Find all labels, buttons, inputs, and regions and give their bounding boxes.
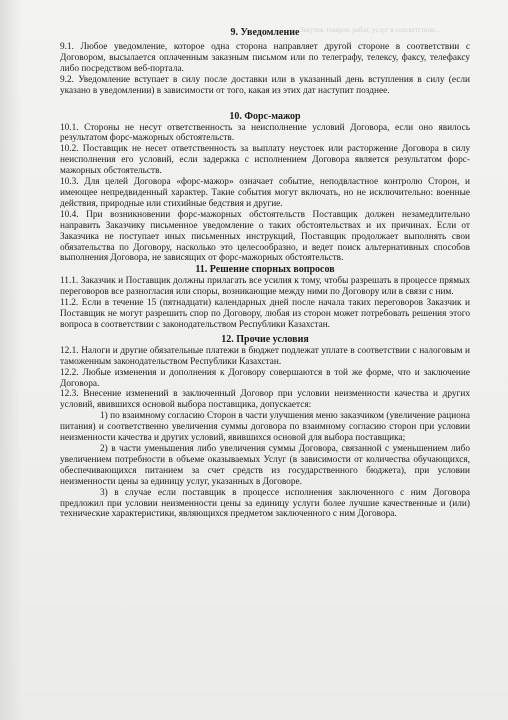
clause-10-2: 10.2. Поставщик не несет ответственность за выплату неустоек или расторжение Договора в силу неисполнения его условий, если задержка с исполнением Договора является результатом форс-мажорных обстоятельств. [60, 144, 470, 177]
section-10-title: 10. Форс-мажор [229, 110, 301, 122]
clause-12-1: 12.1. Налоги и другие обязательные платежи в бюджет подлежат уплате в соответствии с налоговым и таможенным законодательством Республики Казахстан. [60, 345, 470, 367]
section-12-title: 12. Прочие условия [221, 333, 309, 345]
clause-12-3: 12.3. Внесение изменений в заключенный Договор при условии неизменности качества и других условий, явившихся основой выбора поставщика, допускается: [60, 389, 470, 411]
clause-12-3-item-2: 2) в части уменьшения либо увеличения суммы Договора, связанной с уменьшением либо увеличением потребности в объеме оказываемых Услуг (в зависимости от количества обучающихся, обеспечивающихся питанием за счет средств из государственного бюджета), при условии неизменности цены за единицу услуг, указанных в Договоре. [60, 444, 470, 487]
clause-11-2: 11.2. Если в течение 15 (пятнадцати) календарных дней после начала таких переговоров Заказчик и Поставщик не могут разрешить спор по Договору, любая из сторон может потребовать решения этого вопроса в соответствии с законодательством Республики Казахстан. [60, 298, 470, 330]
clause-12-3-item-1: 1) по взаимному согласию Сторон в части улучшения меню заказчиком (увеличение рациона питания) и соответственно увеличения суммы договора по взаимному согласию сторон при условии неизменности качества и других условий, явившихся основой для выбора поставщика; [60, 411, 470, 444]
clause-11-1: 11.1. Заказчик и Поставщик должны прилагать все усилия к тому, чтобы разрешать в процессе прямых переговоров все разногласия или споры, возникающие между ними по Договору или в связи с ним. [60, 276, 470, 298]
clause-10-4: 10.4. При возникновении форс-мажорных обстоятельств Поставщик должен незамедлительно направить Заказчику письменное уведомление о таких обстоятельствах и их причинах. Если от Заказчика не поступает иных письменных инструкций, Поставщик продолжает выполнять свои обязательства по Договору, насколько это целесообразно, и ведет поиск альтернативных способов выполнения Договора, не зависящих от форс-мажорных обстоятельств. [60, 209, 470, 264]
section-11-title: 11. Решение спорных вопросов [195, 264, 335, 276]
clause-12-3-item-3: 3) в случае если поставщик в процессе исполнения заключенного с ним Договора предложил при условии неизменности цены за единицу услуги более лучшие качественные и (или) технические характеристики, являющихся предметом заключенного с ним Договора. [60, 487, 470, 520]
clause-9-2: 9.2. Уведомление вступает в силу после доставки или в указанный день вступления в силу (если указано в уведомлении) в зависимости от того, какая из этих дат наступит позднее. [60, 74, 470, 96]
clause-10-3: 10.3. Для целей Договора «форс-мажор» означает событие, неподвластное контролю Сторон, и имеющее непредвиденный характер. Такие события могут включать, но не исключительно: военные действия, природные или стихийные бедствия и другие. [60, 177, 470, 209]
clause-10-1: 10.1. Стороны не несут ответственность за неисполнение условий Договора, если оно явилось результатом форс-мажорных обстоятельств. [60, 122, 470, 144]
clause-12-2: 12.2. Любые изменения и дополнения к Договору совершаются в той же форме, что и заключение Договора. [60, 367, 470, 389]
clause-9-1: 9.1. Любое уведомление, которое одна сторона направляет другой стороне в соответствии с Договором, высылается оплаченным заказным письмом или по телеграфу, телексу, факсу, телефаксу либо посредством веб-портала. [60, 42, 470, 74]
bleed-through-text: Закупок товаров, работ, услуг в соответствии... [300, 26, 441, 34]
section-9-title: 9. Уведомление [230, 27, 300, 38]
